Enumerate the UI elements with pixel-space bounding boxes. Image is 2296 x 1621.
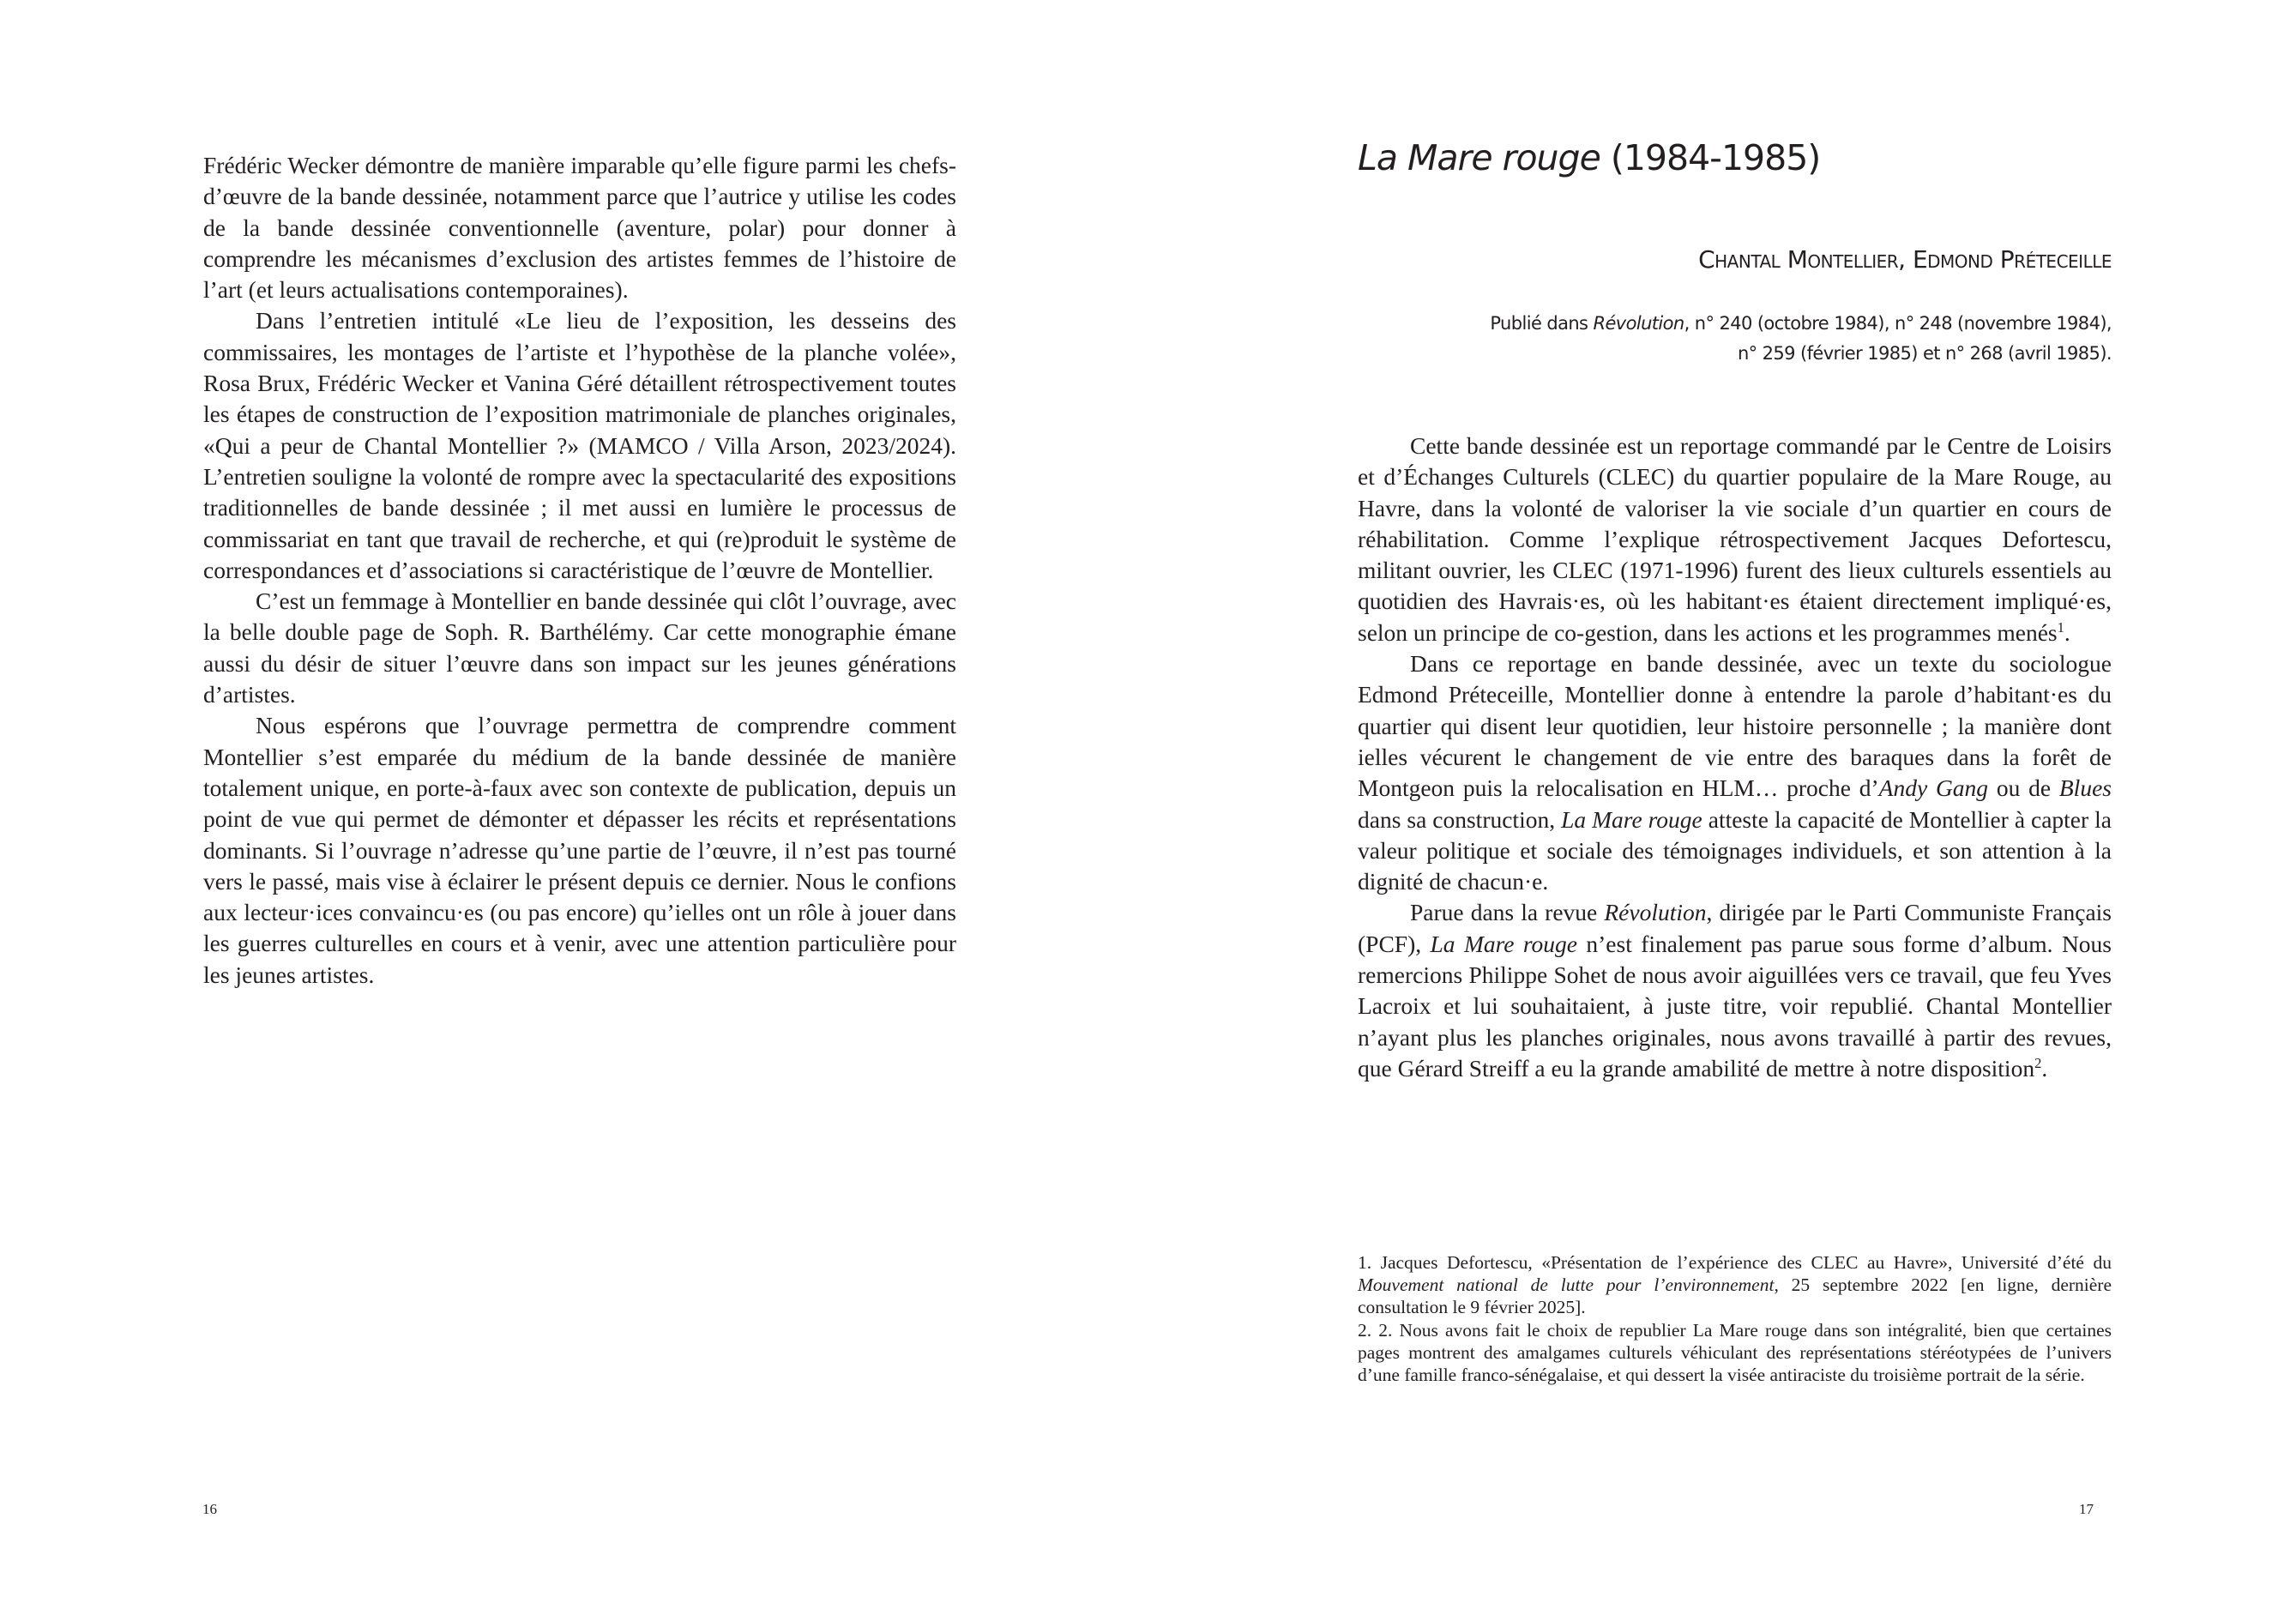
italic-title: Blues (2058, 774, 2112, 802)
publication-prefix: Publié dans (1490, 313, 1594, 334)
paragraph (1358, 431, 2112, 648)
footnotes (1358, 1251, 2112, 1386)
chapter-title-dates: (1984-1985) (1600, 137, 1821, 178)
paragraph-text: atteste la capacité de Montellier à capter la valeur politique et sociale des témoignages individuels, et son attention à la dignité de chacun·e. (1358, 805, 2112, 895)
paragraph (1358, 648, 2112, 897)
punct: . (2041, 1054, 2048, 1082)
footnote-text: , 25 septembre 2022 [en ligne, dernière consultation le 9 février 2025]. (1358, 1275, 2112, 1318)
issues-line-2: n° 259 (février 1985) et n° 268 (avril 1985). (1737, 343, 2112, 364)
issues-line-1: , n° 240 (octobre 1984), n° 248 (novembre 1984), (1684, 313, 2112, 334)
footnote-ref-1[interactable]: 1 (2057, 618, 2064, 636)
footnote-text: 1. Jacques Defortescu, «Présentation de l’expérience des CLEC au Havre», Université d’été du (1358, 1252, 2112, 1273)
paragraph: Nous espérons que l’ouvrage permettra de comprendre comment Montellier s’est emparée du médium de la bande dessinée de manière totalement unique, en porte-à-faux avec son contexte de publication, depuis un point de vue qui permet de démonter et dépasser les récits et représentations dominants. Si l’ouvrage n’adresse qu’une partie de l’œuvre, il n’est pas tourné vers le passé, mais vise à éclairer le présent depuis ce dernier. Nous le confions aux lecteur·ices convaincu·es (ou pas encore) qu’ielles ont un rôle à jouer dans les guerres culturelles en cours et à venir, avec une attention particulière pour les jeunes artistes. (203, 712, 956, 988)
page-number: 16 (202, 1501, 217, 1517)
left-body-text (203, 150, 956, 991)
footnote-1 (1358, 1251, 2112, 1319)
punct: . (2064, 618, 2070, 646)
paragraph-text: Dans ce reportage en bande dessinée, avec un texte du sociologue Edmond Préteceille, Montellier donne à entendre la parole d’habitant·es du quartier qui disent leur quotidien, leur histoire personnelle ; la manière dont ielles vécurent le changement de vie entre des baraques dans la forêt de Montgeon puis la relocalisation en HLM… proche d’ (1358, 650, 2112, 802)
footnote-italic: Mouvement national de lutte pour l’environnement (1358, 1275, 1775, 1296)
footnote-ref-2[interactable]: 2 (2034, 1054, 2042, 1071)
italic-title: Andy Gang (1878, 774, 1989, 802)
italic-title: La Mare rouge (1561, 805, 1702, 833)
paragraph: Dans l’entretien intitulé «Le lieu de l’exposition, les desseins des commissaires, les montages de l’artiste et l’hypothèse de la planche volée», Rosa Brux, Frédéric Wecker et Vanina Géré détaillent rétrospectivement toutes les étapes de construction de l’exposition matrimoniale de planches originales, «Qui a peur de Chantal Montellier ?» (MAMCO / Villa Arson, 2023/2024). L’entretien souligne la volonté de rompre avec la spectacularité des expositions traditionnelles de bande dessinée ; il met aussi en lumière le processus de commissariat en tant que travail de recherche, et qui (re)produit le système de correspondances et d’associations si caractéristique de l’œuvre de Montellier. (203, 307, 956, 583)
page-number: 17 (2079, 1501, 2094, 1517)
paragraph-text: , dirigée par le Parti Communiste Français (PCF), (1358, 899, 2112, 957)
chapter-title (1358, 137, 1820, 178)
paragraph-text: Cette bande dessinée est un reportage commandé par le Centre de Loisirs et d’Échanges Culturels (CLEC) du quartier populaire de la Mare Rouge, au Havre, dans la volonté de valoriser la vie sociale d’un quartier en cours de réhabilitation. Comme l’explique rétrospectivement Jacques Defortescu, militant ouvrier, les CLEC (1971-1996) furent des lieux culturels essentiels au quotidien des Havrais·es, où les habitant·es étaient directement impliqué·es, selon un principe de co-gestion, dans les actions et les programmes menés (1358, 432, 2112, 646)
paragraph: C’est un femmage à Montellier en bande dessinée qui clôt l’ouvrage, avec la belle double page de Soph. R. Barthélémy. Car cette monographie émane aussi du désir de situer l’œuvre dans son impact sur les jeunes générations d’artistes. (203, 588, 956, 708)
paragraph: Frédéric Wecker démontre de manière imparable qu’elle figure parmi les chefs-d’œuvre de la bande dessinée, notamment parce que l’autrice y utilise les codes de la bande dessinée conventionnelle (aventure, polar) pour donner à comprendre les mécanismes d’exclusion des artistes femmes de l’histoire de l’art (et leurs actualisations contemporaines). (203, 152, 956, 304)
journal-name: Révolution (1593, 313, 1684, 334)
paragraph-text: n’est finalement pas parue sous forme d’album. Nous remercions Philippe Sohet de nous avoir aiguillées vers ce travail, que feu Yves Lacroix et lui souhaitaient, à juste titre, voir republié. Chantal Montellier n’ayant plus les planches originales, nous avons travaillé à partir des revues, que Gérard Streiff a eu la grande amabilité de mettre à notre disposition (1358, 930, 2112, 1082)
publication-info (1425, 309, 2112, 369)
paragraph-text: dans sa construction, (1358, 805, 1562, 833)
footnote-2: 2. 2. Nous avons fait le choix de republier La Mare rouge dans son intégralité, bien que certaines pages montrent des amalgames culturels véhiculant des représentations stéréotypées de l’univers d’une famille franco-sénégalaise, et qui dessert la visée antiraciste du troisième portrait de la série. (1358, 1319, 2112, 1386)
paragraph (1358, 897, 2112, 1084)
italic-title: La Mare rouge (1430, 930, 1578, 957)
chapter-title-italic: La Mare rouge (1358, 137, 1600, 178)
authors-line: Chantal Montellier, Edmond Préteceille (1698, 245, 2112, 274)
right-page (1148, 0, 2296, 1621)
paragraph-text: Parue dans la revue (1410, 899, 1605, 926)
italic-title: Révolution (1604, 899, 1707, 926)
right-body-text (1358, 431, 2112, 1084)
paragraph-text: ou de (1988, 774, 2059, 802)
